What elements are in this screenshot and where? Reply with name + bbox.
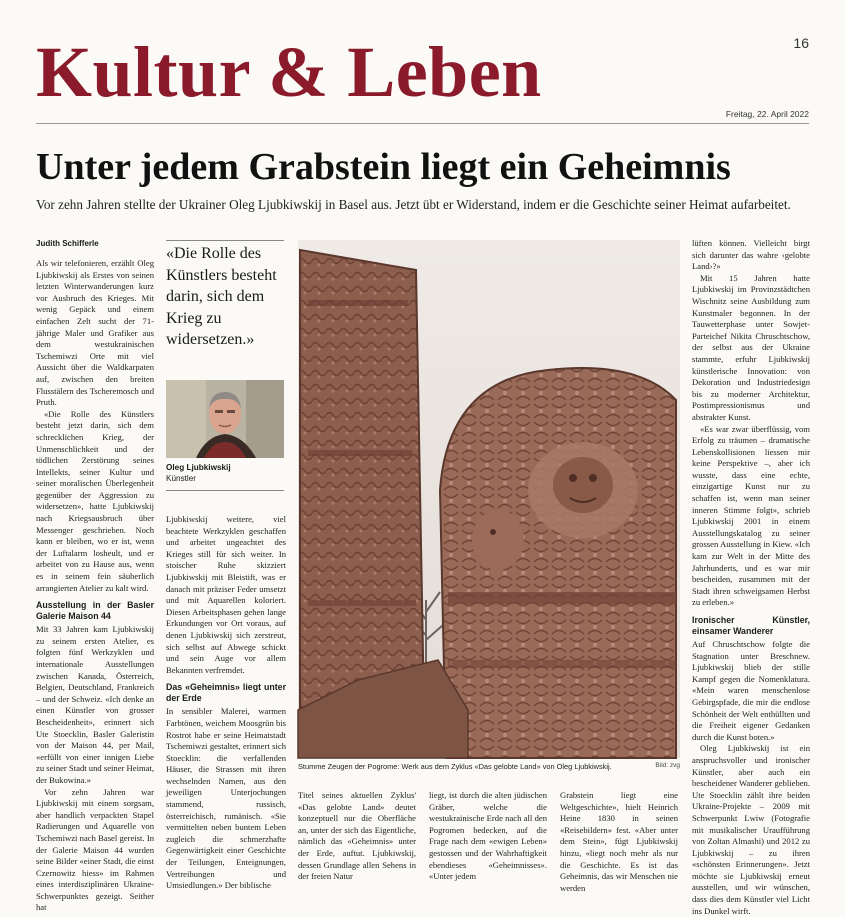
paragraph: Mit 15 Jahren hatte Ljubkiwskij im Provinzstädtchen Wischnitz seine Ausbildung zum Kunstmaler begonnen. In der Tauwetterphase unter Sowjet-Parteichef Nikita Chruschtschow, der selbst aus der Ukraine stammte, erfuhr Ljubkiwskij künstlerische Innovation: von Dekoration und Industriedesign bis zu moderner Architektur, Postimpressionismus und abstrakter Kunst. [692, 272, 810, 422]
pull-quote: «Die Rolle des Künstlers besteht darin, sich dem Krieg zu widersetzen.» [166, 245, 277, 348]
article-headline: Unter jedem Grabstein liegt ein Geheimnis [36, 146, 731, 188]
paragraph: Grabstein liegt eine Weltgeschichte», hielt Heinrich Heine 1830 in seinen «Reisebildern» fest. «Aber unter dem Stein», fügt Ljubkiwskij hinzu, «liegt noch mehr als nur die Geschichte. Es ist das Geheimnis, das wir Menschen nie werden [560, 790, 678, 893]
artwork-photo [298, 240, 680, 758]
portrait-name: Oleg Ljubkiwskij [166, 463, 231, 472]
paragraph: In sensibler Malerei, warmen Farbtönen, weichem Moosgrün bis Rostrot habe er seine Heimatstadt Tschemiwzi gestaltet, erinnert sich Stoecklin: die verfallenden Häuser, die Strassen mit ihren wechselnden Namen, aus den jeweiligen Unterjochungen stammend, russisch, österreichisch, rumänisch. «Sie vermittelten neben buntem Leben zugleich die schmerzhafte Gegenwärtigkeit einer Geschichte der Teilungen, Enteignungen, Vertreibungen und Umsiedlungen.» Der biblische [166, 706, 286, 891]
issue-date: Freitag, 22. April 2022 [725, 109, 809, 119]
article-subhead: Vor zehn Jahren stellte der Ukrainer Oleg Ljubkiwskij in Basel aus. Jetzt übt er Widerstand, indem er die Geschichte seiner Heimat aufarbeitet. [36, 197, 791, 212]
section-masthead: Kultur & Leben [36, 32, 542, 112]
paragraph: Als wir telefonieren, erzählt Oleg Ljubkiwskij als Erstes von seinen letzten Winterwanderungen kurz vor Ausbruch des Krieges. Mit wenig Gepäck und einem einfachen Zelt sucht der 71-jährige Maler und Grafiker aus dem westukrainischen Tschemiwzi Orte mit viel Aussicht über die Waldkarpaten auf, zwischen den breiten Flusstälern des Tscheremosch und Pruth. [36, 258, 154, 408]
paragraph: Vor zehn Jahren war Ljubkiwskij mit einem sorgsam, aber handlich verpackten Stapel Radierungen und Aquarelle von Tschemiwzi nach Basel gereist. In der Galerie Maison 44 wurden seine Bilder «einer Stadt, die einst Czernowitz hiess» im Rahmen eines interdisziplinären Ukraine-Schwerpunktes gezeigt. Seither hat [36, 786, 154, 913]
paragraph: Ljubkiwskij weitere, viel beachtete Werkzyklen geschaffen und arbeitet ungeachtet des Krieges still für sich weiter. In stoischer Ruhe skizziert Ljubkiwskij mit Bleistift, was er danach mit präziser Feder umsetzt und mit Aquarellen koloriert. Diesen Arbeitsphasen gehen lange Erkundungen vor Ort voraus, auf denen Ljubkiwskij sich zerstreut, sich selbst auf Abwege schickt und sein Auge vor allem Bekannten verfremdet. [166, 514, 286, 675]
paragraph: Mit 33 Jahren kam Ljubkiwskij zu seinem ersten Atelier, es folgten fünf Werkzyklen und internationale Ausstellungen zwischen Kanada, Österreich, Belgien, Deutschland, Frankreich – und der Schweiz. «Ich denke an einen Künstler von grosser Bescheidenheit», erinnert sich Ute Stoecklin, Basler Galeristin von der Maison 44, per Mail, «erfüllt von einer innigen Liebe zu seiner Stadt und seiner Heimat, der Bukowina.» [36, 624, 154, 785]
text-column-3c [560, 790, 678, 893]
paragraph: Titel seines aktuellen Zyklus' «Das gelobte Land» deutet konzeptuell nur die Oberfläche an, unter der sich das Eigentliche, nämlich das «Geheimnis» unter der Erde, auftut. Ljubkiwskij, dessen Grundlage allen Sehens in der freien Natur [298, 790, 416, 882]
portrait-photo [166, 380, 284, 458]
portrait-role: Künstler [166, 474, 197, 483]
masthead-rule [36, 123, 809, 124]
paragraph: liegt, ist durch die alten jüdischen Gräber, welche die westukrainische Erde nach all den Pogromen bedecken, auf die Frage nach dem «ewigen Leben» gestossen und der Wahrhaftigkeit ebendieses «Geheimnisses». «Unter jedem [429, 790, 547, 882]
photo-caption [298, 762, 680, 771]
quote-rule-top [166, 240, 284, 241]
crosshead: Ausstellung in der Basler Galerie Maison 44 [36, 600, 154, 621]
byline: Judith Schifferle [36, 239, 99, 248]
text-column-2 [166, 514, 286, 891]
paragraph: «Die Rolle des Künstlers besteht jetzt darin, sich dem schrecklichen Krieg, der Unmenschlichkeit und der tödlichen Zerstörung seines Intellekts, seiner Kultur und seiner moralischen Überlegenheit gegenüber der Aggression zu widersetzen», hatte Ljubkiwskij nach Kriegsausbruch über Messenger geschrieben. Noch kann er bleiben, wo er ist, wenn der Luftalarm losheult, und er arbeitet von zu Hause aus, wenn es in seinem fein säuberlich arrangierten Atelier zu kalt wird. [36, 408, 154, 593]
crosshead: Das «Geheimnis» liegt unter der Erde [166, 682, 286, 703]
text-column-3b [429, 790, 547, 882]
paragraph: «Es war zwar überflüssig, vom Erfolg zu träumen – dramatische Lebenskollisionen liessen mir keine Perspektive –, aber ich wusste, dass eine echte, einzigartige Kunst nur zu schaffen ist, wenn man seiner inneren Stimme folgt», schrieb Ljubkiwskij 2001 in einem Ausstellungskatalog zu seiner grossen Ausstellung in Kiew. «Ich kam zur Welt in der Mitte des Jahrhunderts, und es war mir bescheiden, zusammen mit der Stadt ihren schweigsamen Herbst zu erleben.» [692, 423, 810, 608]
paragraph: lüften können. Vielleicht birgt sich darunter das wahre ‹gelobte Land›?» [692, 238, 810, 272]
text-column-1 [36, 258, 154, 913]
text-column-4 [692, 238, 810, 916]
paragraph: Oleg Ljubkiwskij ist ein anspruchsvoller und ironischer Künstler, aber auch ein bescheidener Wanderer geblieben. Ute Stoecklin zählt ihre beiden Ukraine-Projekte – 2009 mit Schwerpunkt Lwiw (Fotografie mit musikalischer Uraufführung von Zoltan Almashi) und 2012 zu Ljubkiwskij – zu ihren «schönsten Erinnerungen». Jetzt möchte sie Ljubkiwskij erneut ausstellen, und wir wünschen, dass dies dem Künstler viel Licht ins Dunkel wirft. [692, 743, 810, 916]
text-column-3a [298, 790, 416, 882]
crosshead: Ironischer Künstler, einsamer Wanderer [692, 615, 810, 636]
paragraph: Auf Chruschtschow folgte die Stagnation unter Breschnew. Ljubkiwskij blieb der stille Kampf gegen die Nomenklatura. «Mein waren menschenlose Gebirgspfade, die mir die endlose Schönheit der Welt enthüllten und die Freiheit eigener Gedanken durch die Kunst boten.» [692, 639, 810, 742]
caption-text: Stumme Zeugen der Pogrome: Werk aus dem Zyklus «Das gelobte Land» von Oleg Ljubkiwskij. [298, 762, 612, 771]
page-number: 16 [793, 35, 809, 51]
photo-credit: Bild: zvg [655, 762, 680, 769]
quote-rule-bottom [166, 490, 284, 491]
